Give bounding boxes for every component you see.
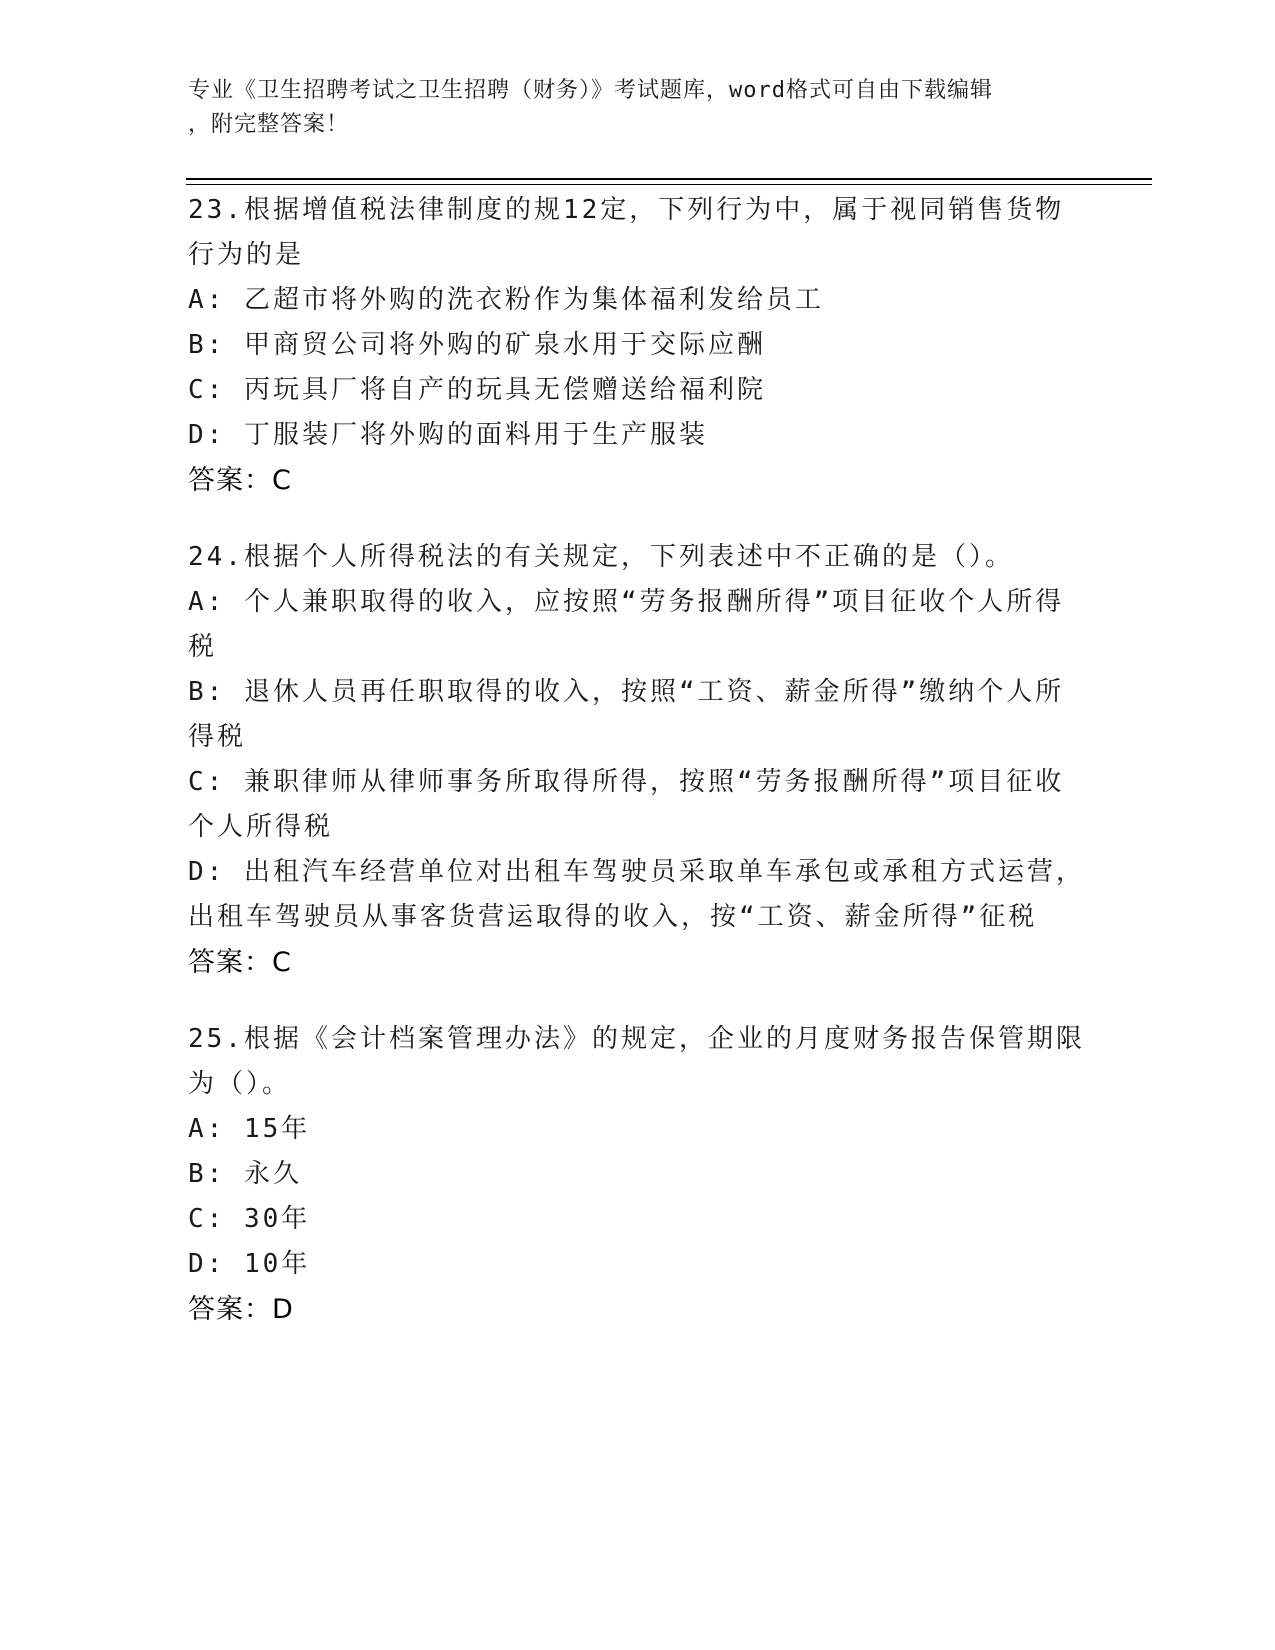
- answer-value: C: [272, 465, 292, 496]
- answer-label: 答案：: [188, 1294, 272, 1325]
- question-list: [188, 188, 1088, 1364]
- answer-line: [188, 1287, 1088, 1332]
- option-c: [188, 1197, 1088, 1242]
- option-text: 乙超市将外购的洗衣粉作为集体福利发给员工: [243, 285, 824, 315]
- option-text: 个人兼职取得的收入，应按照“劳务报酬所得”项目征收个人所得税: [188, 587, 1065, 662]
- option-text: 15年: [243, 1114, 311, 1144]
- option-letter: A:: [188, 1114, 226, 1144]
- option-letter: C:: [188, 1204, 226, 1234]
- answer-label: 答案：: [188, 947, 272, 978]
- answer-label: 答案：: [188, 465, 272, 496]
- option-a: [188, 1107, 1088, 1152]
- option-text: 兼职律师从律师事务所取得所得，按照“劳务报酬所得”项目征收个人所得税: [188, 767, 1065, 842]
- option-c: [188, 368, 1088, 413]
- option-text: 丙玩具厂将自产的玩具无偿赠送给福利院: [243, 375, 766, 405]
- option-d: [188, 1242, 1088, 1287]
- option-a: [188, 278, 1088, 323]
- option-letter: A:: [188, 285, 226, 315]
- option-letter: D:: [188, 857, 226, 887]
- option-letter: C:: [188, 767, 226, 797]
- option-text: 永久: [243, 1159, 302, 1189]
- question-stem: [188, 535, 1088, 580]
- option-letter: B:: [188, 330, 226, 360]
- option-letter: D:: [188, 420, 226, 450]
- question-23: [188, 188, 1088, 503]
- option-b: [188, 1152, 1088, 1197]
- question-number: 23.: [188, 195, 244, 225]
- option-text: 甲商贸公司将外购的矿泉水用于交际应酬: [243, 330, 766, 360]
- option-b: [188, 670, 1088, 760]
- question-stem-text: 根据个人所得税法的有关规定，下列表述中不正确的是（）。: [243, 542, 1014, 572]
- header-divider-thin: [186, 184, 1152, 185]
- answer-line: [188, 940, 1088, 985]
- option-b: [188, 323, 1088, 368]
- option-text: 10年: [243, 1249, 311, 1279]
- option-text: 出租汽车经营单位对出租车驾驶员采取单车承包或承租方式运营，出租车驾驶员从事客货营运取得的收入，按“工资、薪金所得”征税: [188, 857, 1085, 932]
- option-letter: A:: [188, 587, 226, 617]
- header-divider-thick: [186, 178, 1152, 180]
- option-text: 丁服装厂将外购的面料用于生产服装: [243, 420, 708, 450]
- option-c: [188, 760, 1088, 850]
- question-stem-text: 根据增值税法律制度的规12定，下列行为中，属于视同销售货物行为的是: [188, 195, 1065, 270]
- option-a: [188, 580, 1088, 670]
- question-25: [188, 1017, 1088, 1332]
- option-text: 退休人员再任职取得的收入，按照“工资、薪金所得”缴纳个人所得税: [188, 677, 1065, 752]
- option-d: [188, 413, 1088, 458]
- header-line-1: 专业《卫生招聘考试之卫生招聘（财务）》考试题库，word格式可自由下载编辑: [188, 78, 993, 103]
- answer-value: C: [272, 947, 292, 978]
- question-number: 24.: [188, 542, 244, 572]
- option-d: [188, 850, 1088, 940]
- option-text: 30年: [243, 1204, 311, 1234]
- option-letter: B:: [188, 1159, 226, 1189]
- question-stem-text: 根据《会计档案管理办法》的规定，企业的月度财务报告保管期限为（）。: [188, 1024, 1085, 1099]
- header-line-2: ，附完整答案！: [188, 112, 350, 137]
- question-stem: [188, 188, 1088, 278]
- option-letter: B:: [188, 677, 226, 707]
- option-letter: D:: [188, 1249, 226, 1279]
- document-header: [188, 74, 1088, 142]
- question-stem: [188, 1017, 1088, 1107]
- option-letter: C:: [188, 375, 226, 405]
- question-24: [188, 535, 1088, 985]
- answer-value: D: [272, 1294, 294, 1325]
- question-number: 25.: [188, 1024, 244, 1054]
- answer-line: [188, 458, 1088, 503]
